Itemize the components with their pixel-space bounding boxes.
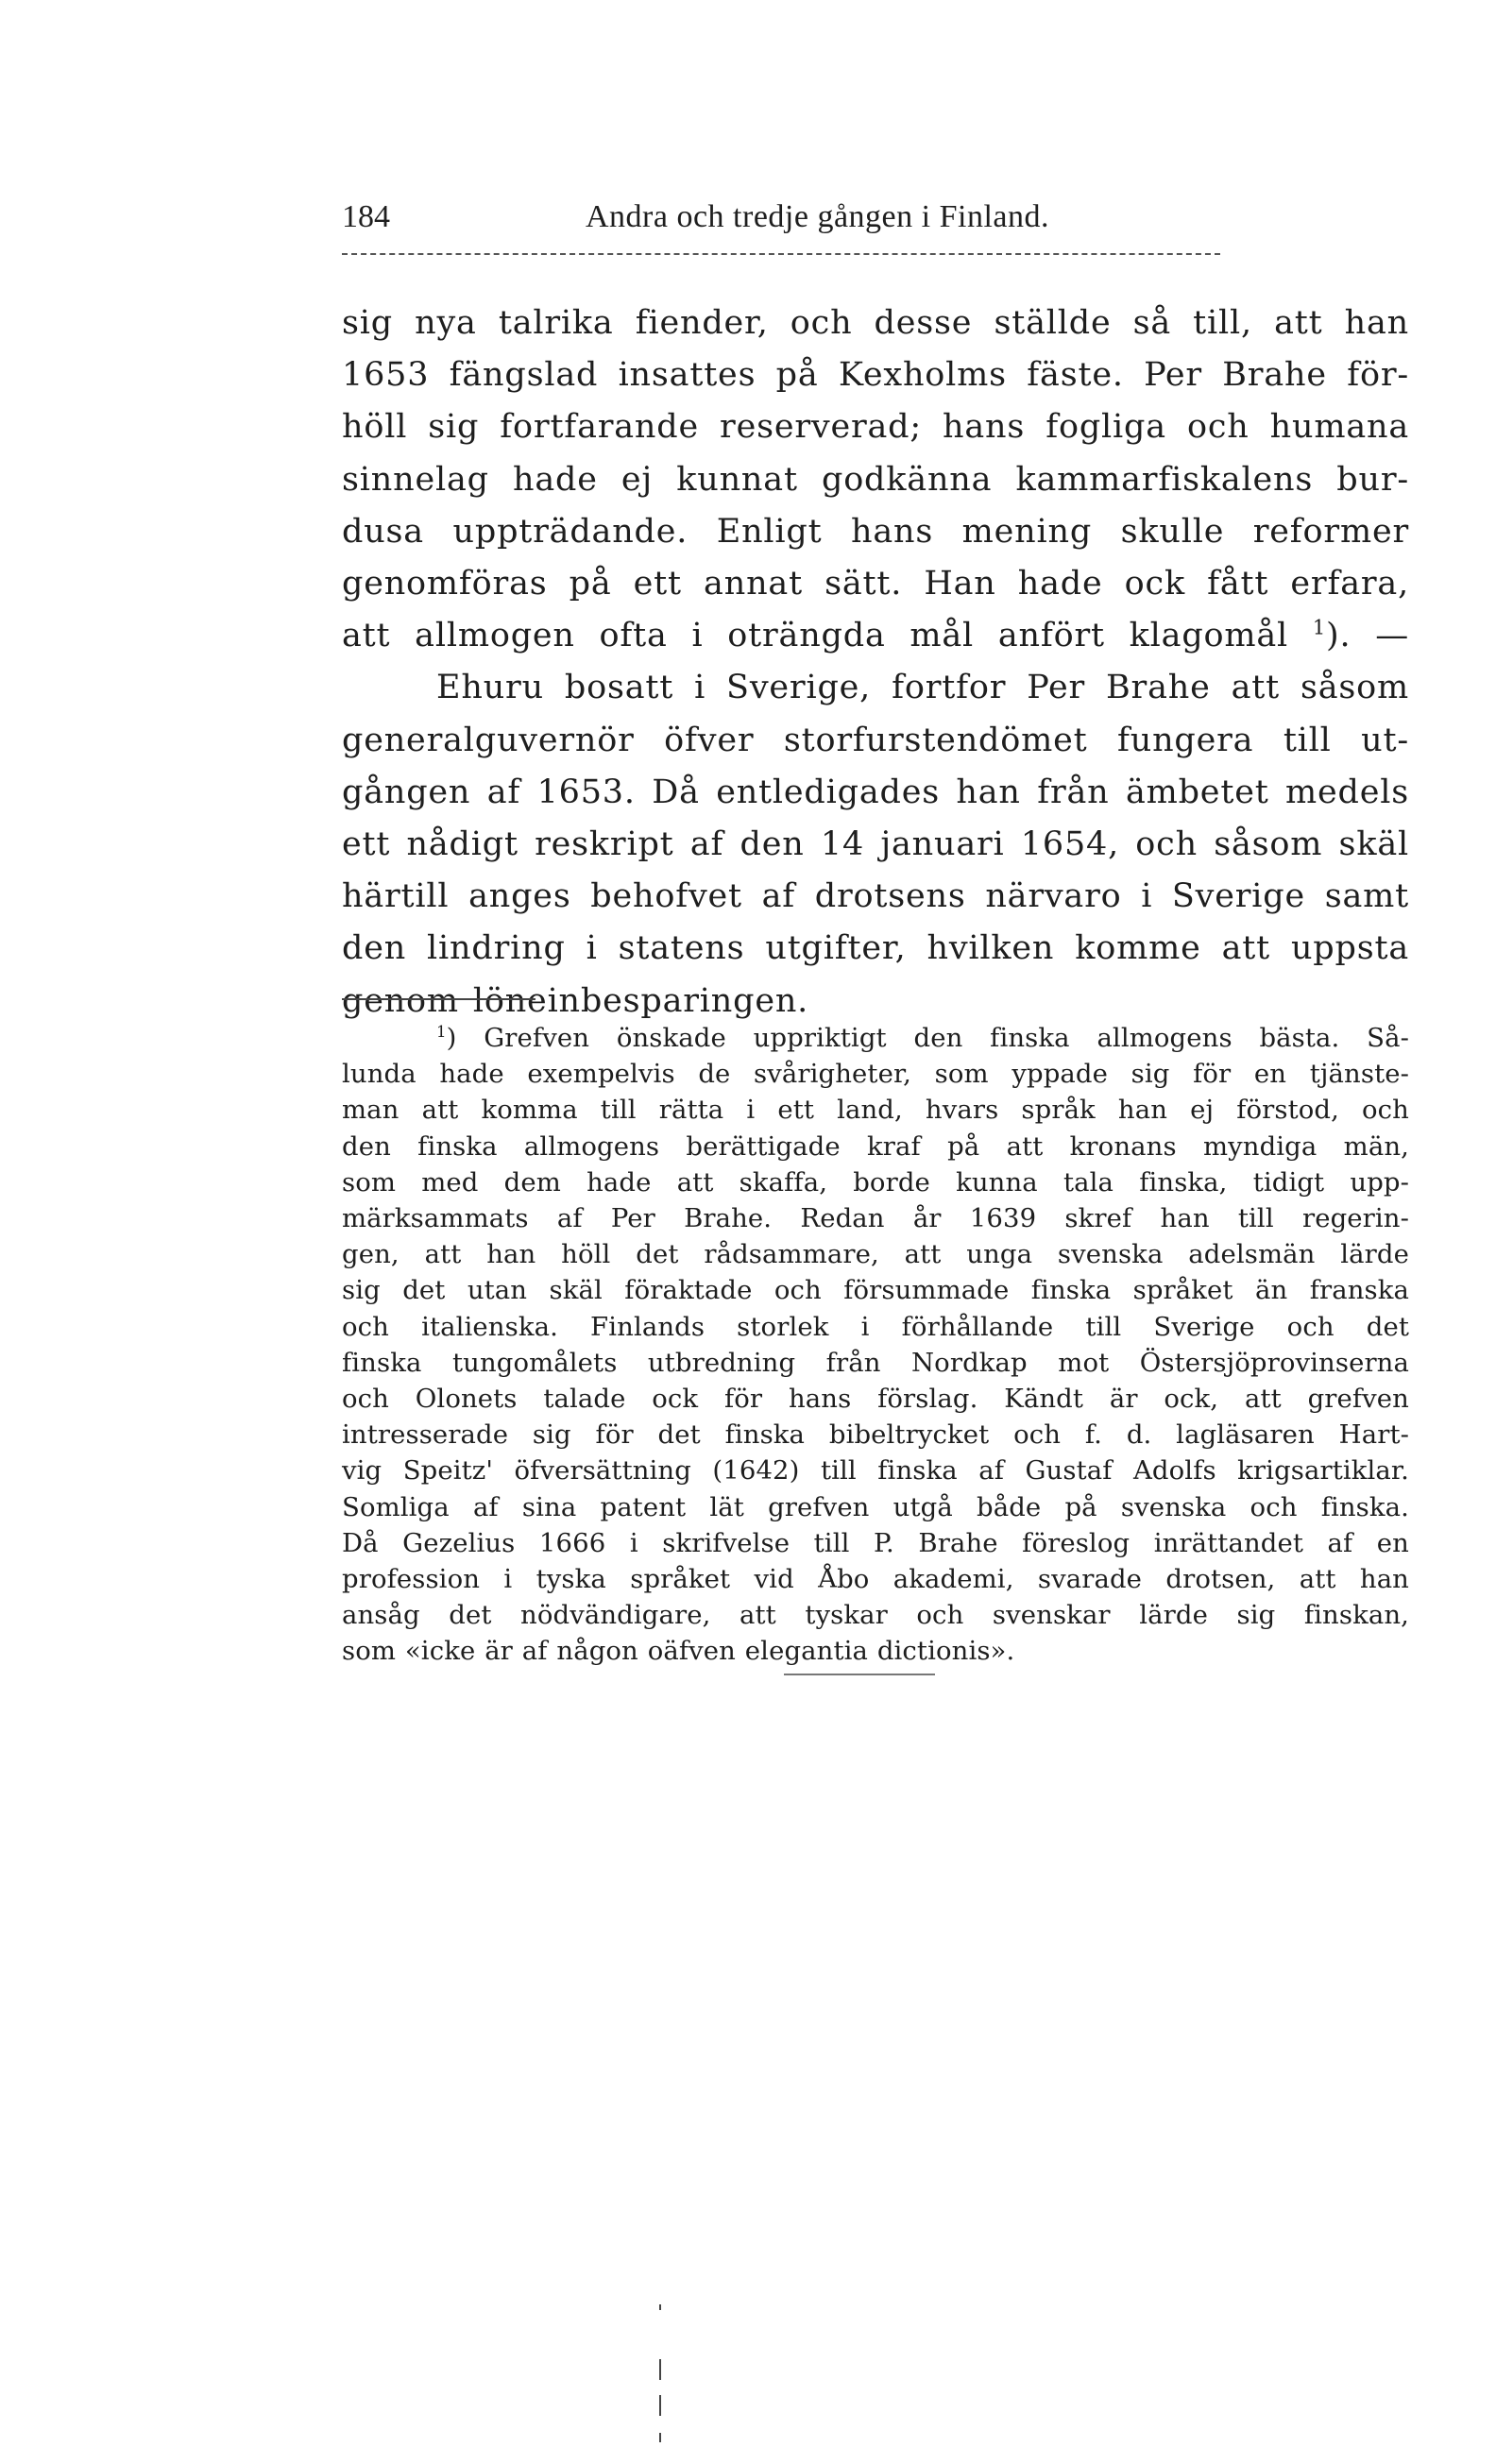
- text-line: ett nådigt reskript af den 14 januari 1654, och såsom skäl: [342, 825, 1409, 864]
- text-line: gången af 1653. Då entledigades han från ämbetet medels: [342, 773, 1409, 811]
- text-line: sinnelag hade ej kunnat godkänna kammarfiskalens bur-: [342, 460, 1409, 499]
- footnote-reference[interactable]: 1: [1312, 616, 1327, 639]
- footnote-line: man att komma till rätta i ett land, hvars språk han ej förstod, och: [342, 1095, 1409, 1126]
- footnote-line: märksammats af Per Brahe. Redan år 1639 skref han till regerin-: [342, 1203, 1409, 1234]
- footnote-line: vig Speitz' öfversättning (1642) till finska af Gustaf Adolfs krigsartiklar.: [342, 1455, 1409, 1487]
- footnote-line: ansåg det nödvändigare, att tyskar och svenskar lärde sig finskan,: [342, 1600, 1409, 1631]
- footnote-line: finska tungomålets utbredning från Nordkap mot Östersjöprovinserna: [342, 1347, 1409, 1378]
- footnote: [342, 1020, 1409, 1670]
- footnote-line: ) Grefven önskade uppriktigt den finska allmogens bästa. Så-: [446, 1023, 1409, 1053]
- text-line: genomföras på ett annat sätt. Han hade ock fått erfara,: [342, 565, 1409, 603]
- page-header: [342, 196, 1192, 238]
- text-line: genom löneinbesparingen.: [342, 981, 809, 1020]
- footnote-line: gen, att han höll det rådsammare, att unga svenska adelsmän lärde: [342, 1239, 1409, 1270]
- text-line: 1653 fängslad insattes på Kexholms fäste. Per Brahe för-: [342, 356, 1409, 395]
- footnote-line: den finska allmogens berättigade kraf på att kronans myndiga män,: [342, 1130, 1409, 1162]
- footnote-rule: [342, 998, 536, 1000]
- footnote-line: Då Gezelius 1666 i skrifvelse till P. Brahe föreslog inrättandet af en: [342, 1527, 1409, 1558]
- text-line: den lindring i statens utgifter, hvilken komme att uppsta: [342, 929, 1409, 968]
- text-line: Ehuru bosatt i Sverige, fortfor Per Brahe att såsom: [436, 669, 1409, 707]
- footnote-line: lunda hade exempelvis de svårigheter, som yppade sig för en tjänste-: [342, 1059, 1409, 1090]
- header-rule: [342, 253, 1220, 255]
- scan-margin-marks: [657, 2304, 663, 2446]
- footnote-line: som «icke är af någon oäfven elegantia dictionis».: [342, 1636, 1015, 1667]
- text-line: sig nya talrika fiender, och desse ställde så till, att han: [342, 304, 1409, 342]
- text-line: höll sig fortfarande reserverad; hans fogliga och humana: [342, 408, 1409, 447]
- footnote-line: och italienska. Finlands storlek i förhållande till Sverige och det: [342, 1311, 1409, 1342]
- footnote-line: sig det utan skäl föraktade och försummade finska språket än franska: [342, 1275, 1409, 1306]
- footnote-ref-suffix: ). —: [1326, 617, 1409, 655]
- main-text: [342, 297, 1409, 1028]
- text-line-with-footnote-ref: [342, 610, 1409, 662]
- footnote-marker: 1: [436, 1022, 447, 1041]
- scan-mark: [659, 2359, 661, 2380]
- text-line: att allmogen ofta i oträngda mål anfört klagomål: [342, 617, 1289, 655]
- footnote-line: som med dem hade att skaffa, borde kunna tala finska, tidigt upp-: [342, 1166, 1409, 1198]
- scan-mark: [659, 2395, 661, 2416]
- text-line: generalguvernör öfver storfurstendömet fungera till ut-: [342, 721, 1409, 759]
- footnote-first-line: [342, 1020, 1409, 1056]
- footnote-line: Somliga af sina patent lät grefven utgå både på svenska och finska.: [342, 1491, 1409, 1522]
- footnote-line: och Olonets talade ock för hans förslag. Kändt är ock, att grefven: [342, 1384, 1409, 1415]
- footnote-line: intresserade sig för det finska bibeltrycket och f. d. lagläsaren Hart-: [342, 1419, 1409, 1451]
- end-rule: [784, 1674, 935, 1675]
- page-number: 184: [342, 199, 390, 234]
- footnote-line: profession i tyska språket vid Åbo akademi, svarade drotsen, att han: [342, 1564, 1409, 1595]
- text-line: dusa uppträdande. Enligt hans mening skulle reformer: [342, 512, 1409, 551]
- scan-mark: [659, 2433, 661, 2442]
- scan-mark: [659, 2304, 661, 2310]
- running-title: Andra och tredje gången i Finland.: [586, 199, 1049, 234]
- text-line: härtill anges behofvet af drotsens närvaro i Sverige samt: [342, 877, 1409, 916]
